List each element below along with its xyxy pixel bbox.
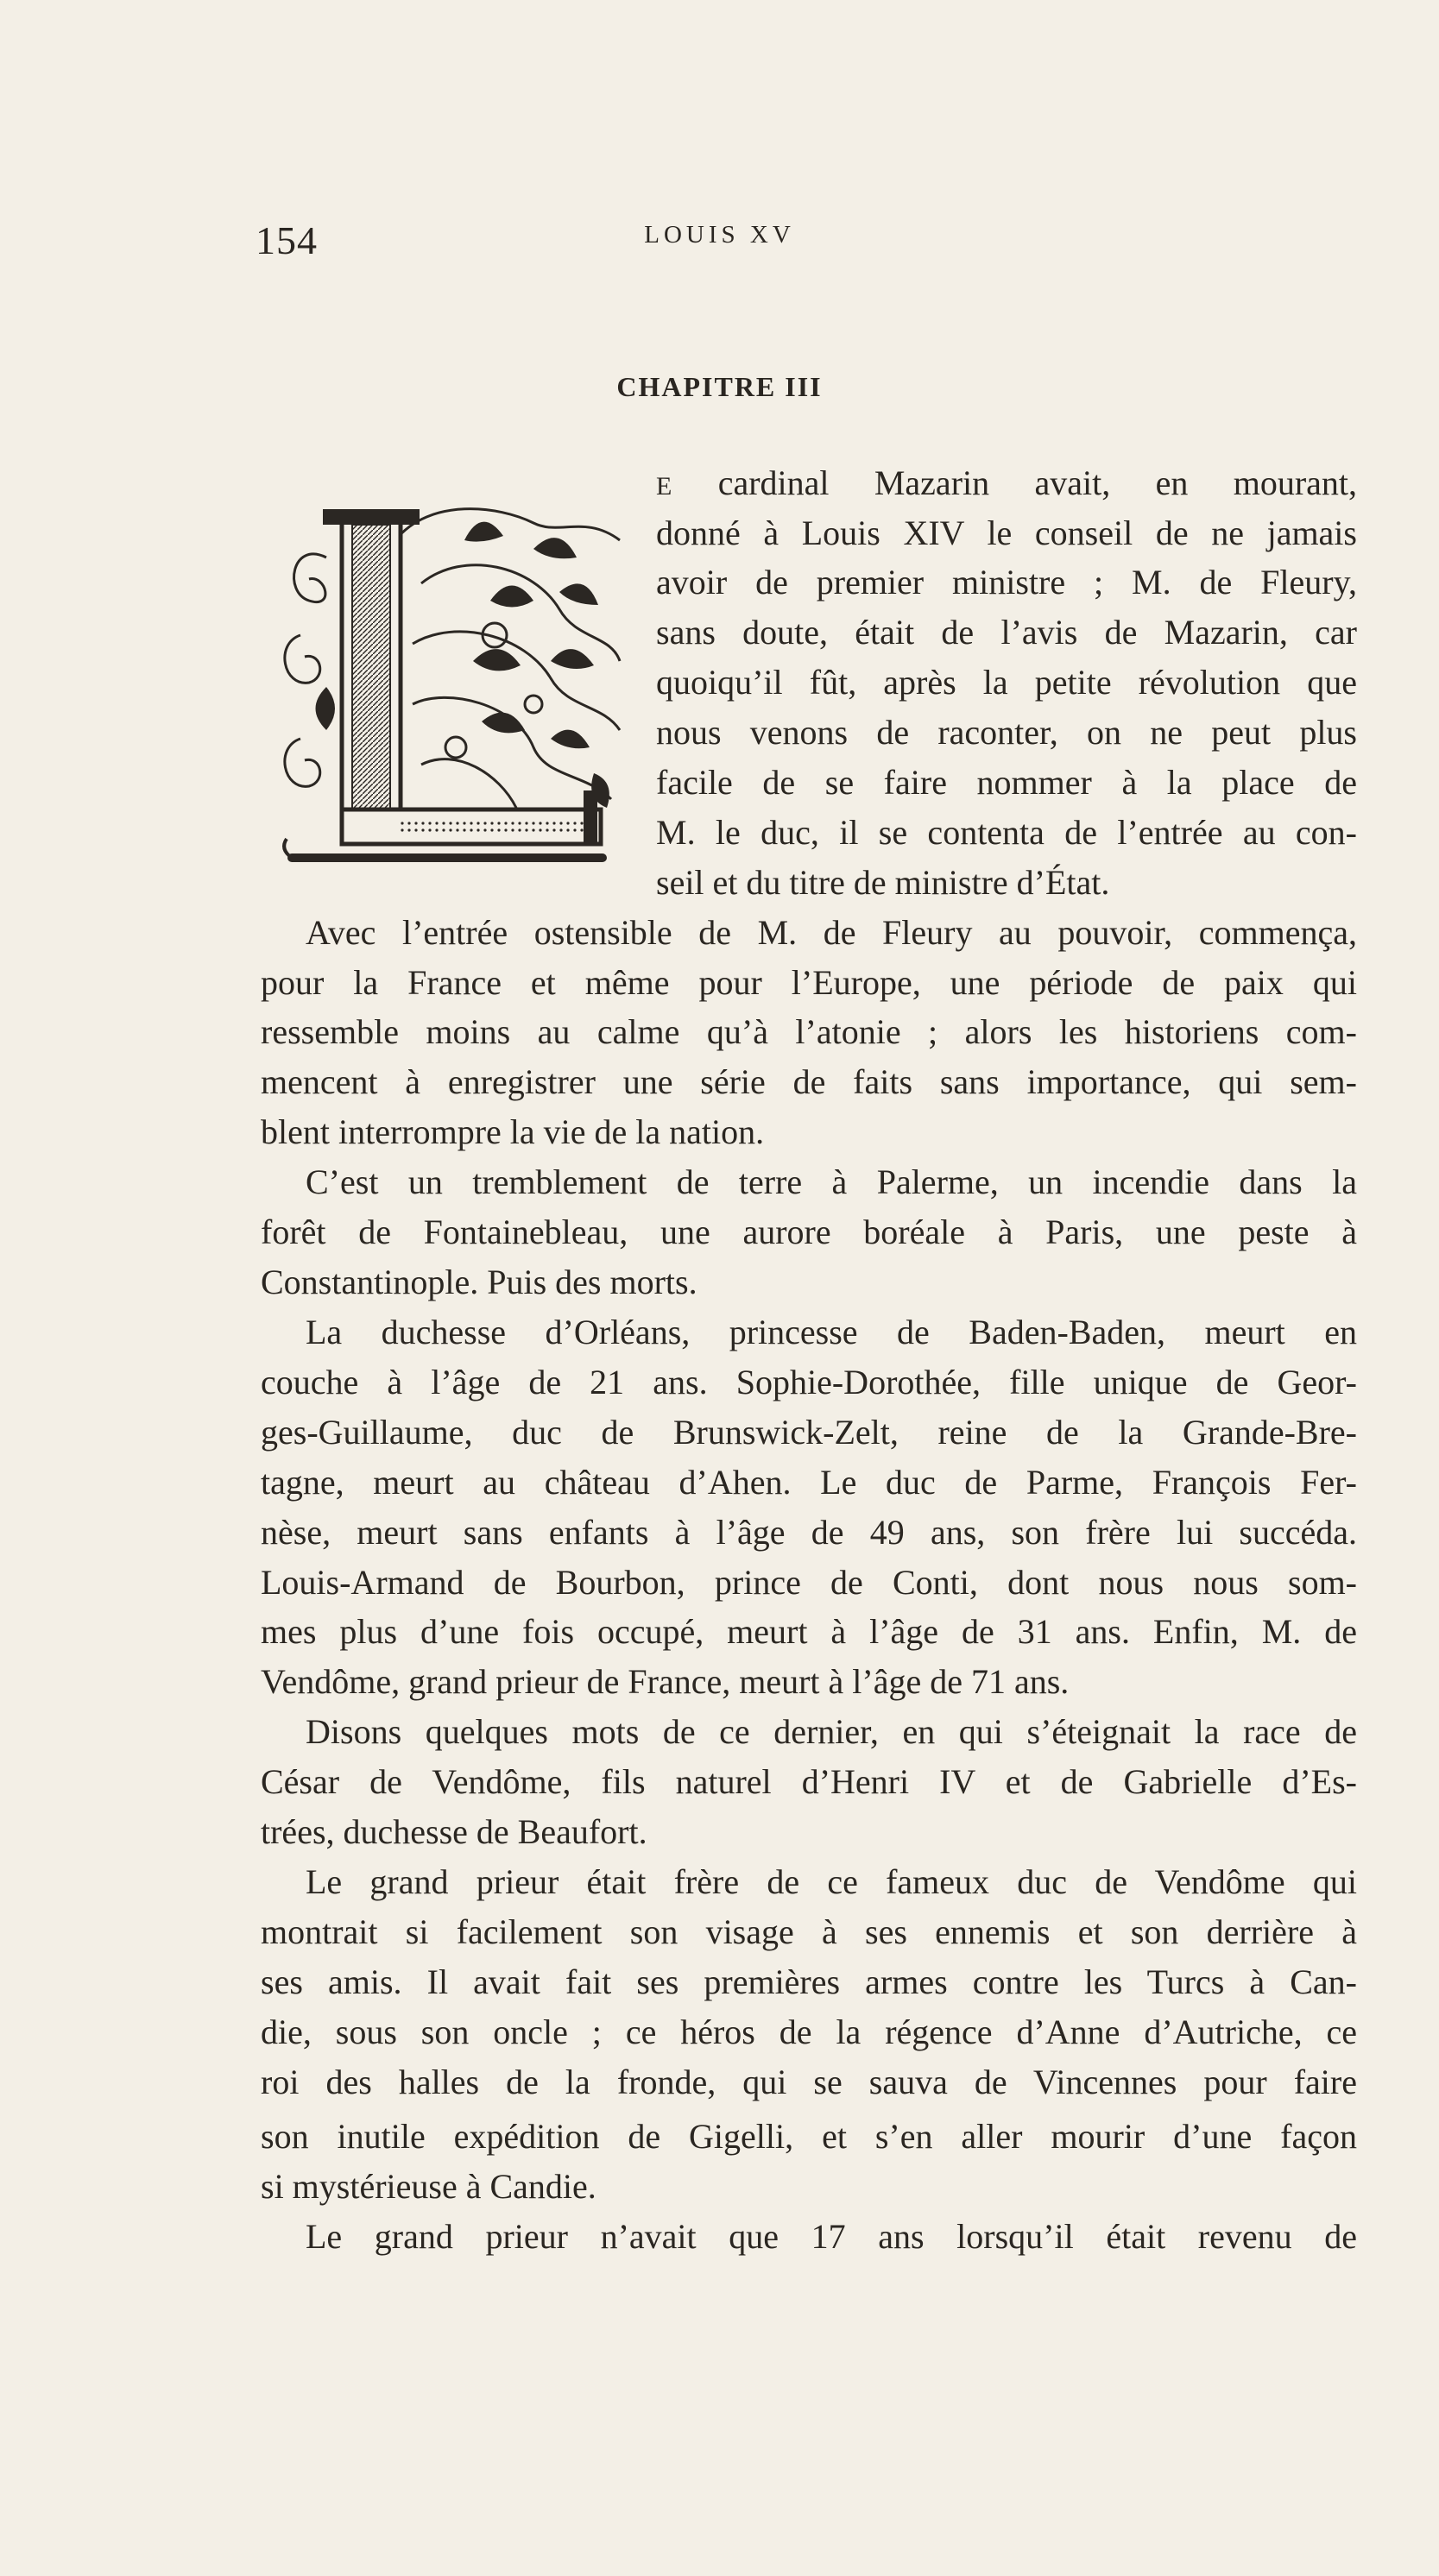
text-line: facile de se faire nommer à la place de <box>656 763 1357 802</box>
text-line: mencent à enregistrer une série de faits sans importance, qui sem- <box>261 1062 1357 1101</box>
text-line: pour la France et même pour l’Europe, une période de paix qui <box>261 963 1357 1002</box>
text-line: M. le duc, il se contenta de l’entrée au con- <box>656 813 1357 852</box>
text-line: roi des halles de la fronde, qui se sauva de Vincennes pour faire <box>261 2063 1357 2101</box>
text-line: Le grand prieur n’avait que 17 ans lorsqu’il était revenu de <box>306 2217 1357 2256</box>
text-line: son inutile expédition de Gigelli, et s’en aller mourir d’une façon <box>261 2117 1357 2156</box>
text-line: Disons quelques mots de ce dernier, en qui s’éteignait la race de <box>306 1712 1357 1751</box>
text-line: César de Vendôme, fils naturel d’Henri IV et de Gabrielle d’Es- <box>261 1762 1357 1801</box>
text-line: forêt de Fontainebleau, une aurore boréale à Paris, une peste à <box>261 1212 1357 1251</box>
small-cap-initial: E <box>656 472 673 501</box>
text-line: trées, duchesse de Beaufort. <box>261 1812 647 1851</box>
text-line: ges-Guillaume, duc de Brunswick-Zelt, reine de la Grande-Bre- <box>261 1413 1357 1452</box>
text-line: nèse, meurt sans enfants à l’âge de 49 ans, son frère lui succéda. <box>261 1513 1357 1552</box>
running-title: LOUIS XV <box>644 221 795 249</box>
text-line: Le grand prieur était frère de ce fameux duc de Vendôme qui <box>306 1862 1357 1901</box>
text-line: C’est un tremblement de terre à Palerme, un incendie dans la <box>306 1162 1357 1201</box>
text-line: nous venons de raconter, on ne peut plus <box>656 713 1357 752</box>
text-line: ses amis. Il avait fait ses premières armes contre les Turcs à Can- <box>261 1962 1357 2001</box>
text-line: E cardinal Mazarin avait, en mourant, <box>656 463 1357 502</box>
text-line: blent interrompre la vie de la nation. <box>261 1112 765 1151</box>
text-line: mes plus d’une fois occupé, meurt à l’âge de 31 ans. Enfin, M. de <box>261 1612 1357 1651</box>
text-line: seil et du titre de ministre d’État. <box>656 863 1110 902</box>
text-line: donné à Louis XIV le conseil de ne jamais <box>656 513 1357 552</box>
text-line: tagne, meurt au château d’Ahen. Le duc de Parme, François Fer- <box>261 1463 1357 1502</box>
text-line: si mystérieuse à Candie. <box>261 2167 596 2206</box>
text-line: quoiqu’il fût, après la petite révolution que <box>656 663 1357 702</box>
text-line: sans doute, était de l’avis de Mazarin, car <box>656 613 1357 652</box>
text-line: La duchesse d’Orléans, princesse de Baden-Baden, meurt en <box>306 1313 1357 1351</box>
text-line: ressemble moins au calme qu’à l’atonie ; alors les historiens com- <box>261 1012 1357 1051</box>
text-line: Avec l’entrée ostensible de M. de Fleury au pouvoir, commença, <box>306 913 1357 952</box>
text-line: Louis-Armand de Bourbon, prince de Conti, dont nous nous som- <box>261 1563 1357 1602</box>
page-number: 154 <box>256 218 318 262</box>
ornamental-drop-cap-l-icon <box>275 488 630 872</box>
text-line: die, sous son oncle ; ce héros de la régence d’Anne d’Autriche, ce <box>261 2012 1357 2051</box>
text-line: couche à l’âge de 21 ans. Sophie-Dorothée, fille unique de Geor- <box>261 1363 1357 1401</box>
text-line: avoir de premier ministre ; M. de Fleury, <box>656 563 1357 601</box>
text-line: Vendôme, grand prieur de France, meurt à l’âge de 71 ans. <box>261 1662 1070 1701</box>
text-line: montrait si facilement son visage à ses ennemis et son derrière à <box>261 1912 1357 1951</box>
chapter-title: CHAPITRE III <box>616 371 823 402</box>
text-line: Constantinople. Puis des morts. <box>261 1263 697 1301</box>
